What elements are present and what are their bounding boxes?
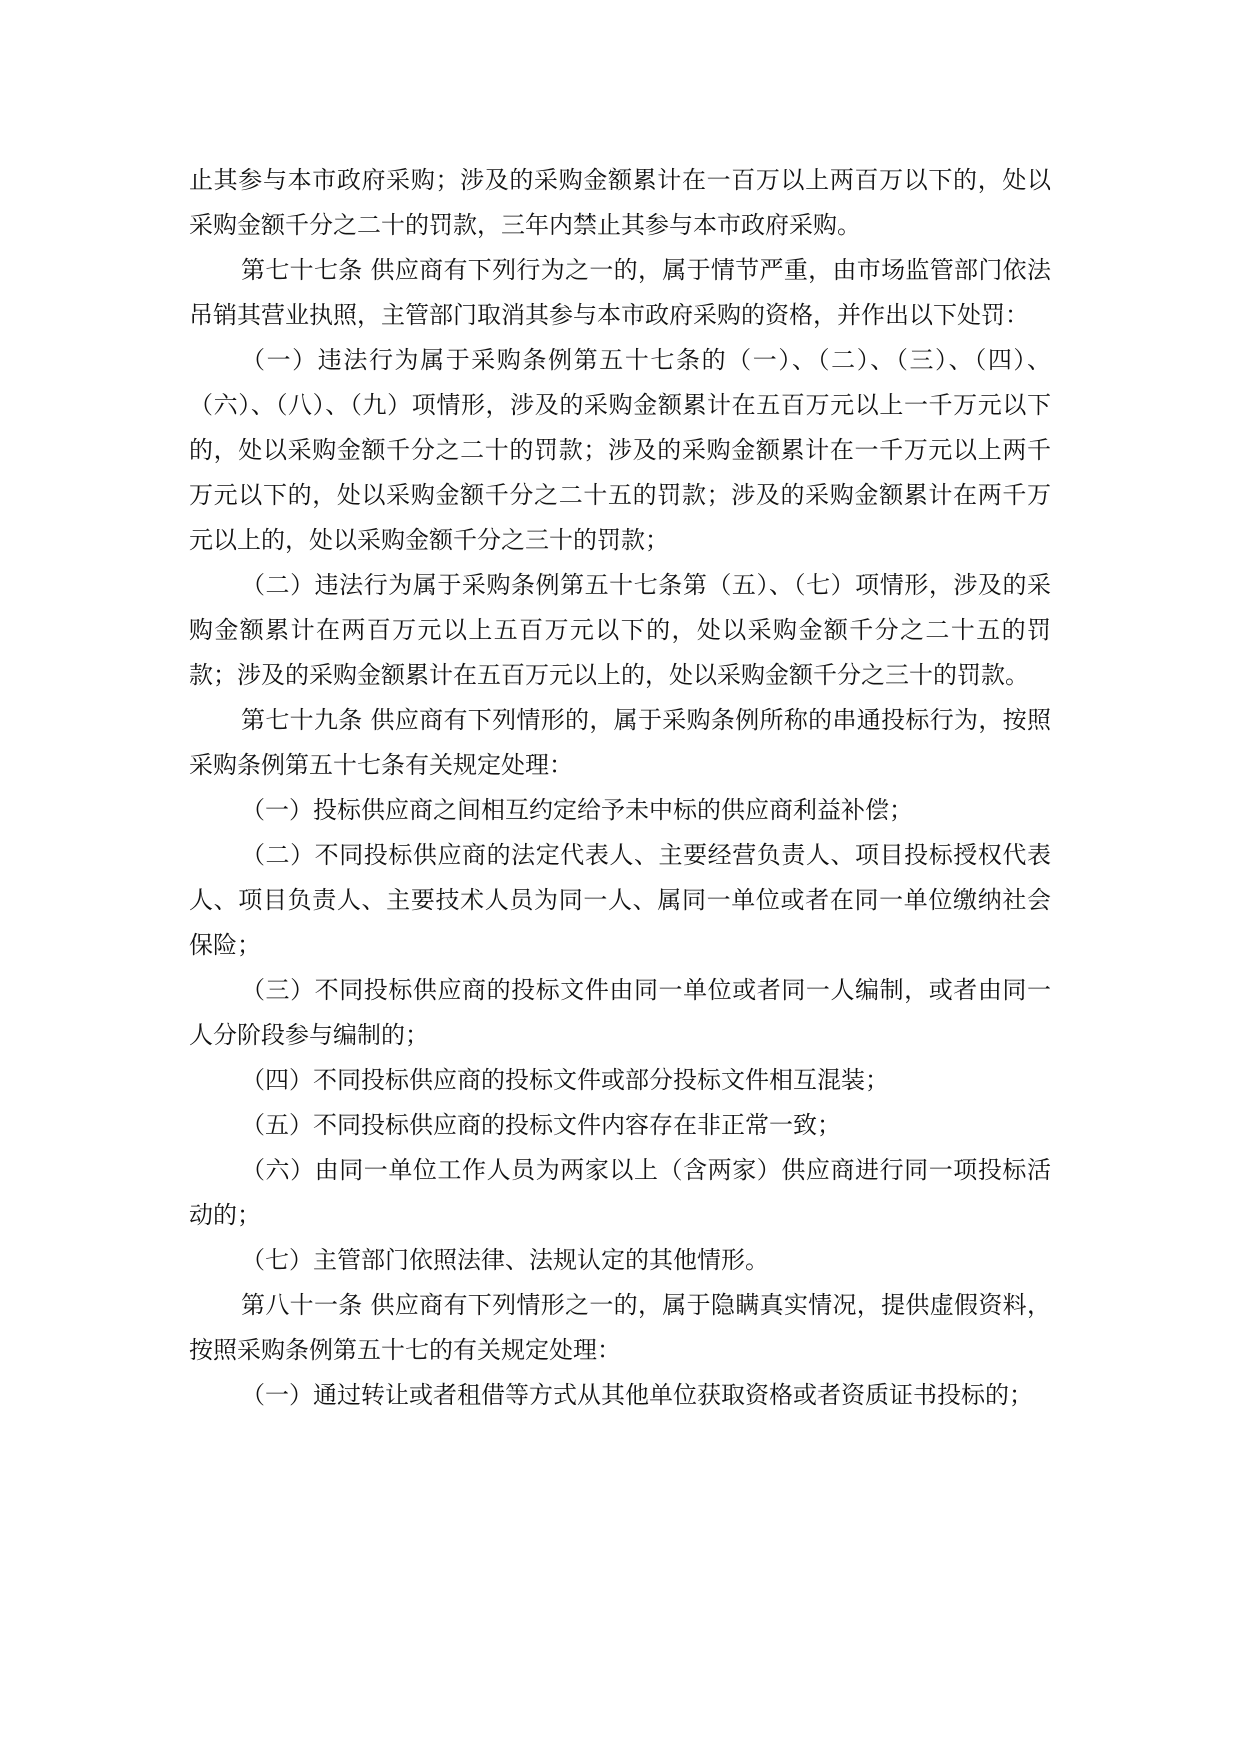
article-79-item-3: （三）不同投标供应商的投标文件由同一单位或者同一人编制，或者由同一人分阶段参与编制的； bbox=[189, 976, 1051, 1049]
article-79-item-2: （二）不同投标供应商的法定代表人、主要经营负责人、项目投标授权代表人、项目负责人、主要技术人员为同一人、属同一单位或者在同一单位缴纳社会保险； bbox=[189, 841, 1051, 959]
paragraph-continuation: 止其参与本市政府采购；涉及的采购金额累计在一百万以上两百万以下的，处以采购金额千分之二十的罚款，三年内禁止其参与本市政府采购。 bbox=[189, 166, 1051, 239]
article-77-item-1: （一）违法行为属于采购条例第五十七条的（一）、（二）、（三）、（四）、（六）、（八）、（九）项情形，涉及的采购金额累计在五百万元以上一千万元以下的，处以采购金额千分之二十的罚款；涉及的采购金额累计在一千万元以上两千万元以下的，处以采购金额千分之二十五的罚款；涉及的采购金额累计在两千万元以上的，处以采购金额千分之三十的罚款； bbox=[189, 346, 1051, 554]
article-81: 第八十一条 供应商有下列情形之一的，属于隐瞒真实情况，提供虚假资料，按照采购条例第五十七的有关规定处理： bbox=[189, 1291, 1051, 1364]
article-79-item-1: （一）投标供应商之间相互约定给予未中标的供应商利益补偿； bbox=[241, 796, 913, 824]
article-79-item-4: （四）不同投标供应商的投标文件或部分投标文件相互混装； bbox=[241, 1066, 889, 1094]
document-page bbox=[189, 158, 1051, 1418]
article-77-item-2: （二）违法行为属于采购条例第五十七条第（五）、（七）项情形，涉及的采购金额累计在两百万元以上五百万元以下的，处以采购金额千分之二十五的罚款；涉及的采购金额累计在五百万元以上的，处以采购金额千分之三十的罚款。 bbox=[189, 571, 1051, 689]
article-81-item-1: （一）通过转让或者租借等方式从其他单位获取资格或者资质证书投标的； bbox=[241, 1381, 1033, 1409]
article-79-item-7: （七）主管部门依照法律、法规认定的其他情形。 bbox=[241, 1246, 769, 1274]
article-77: 第七十七条 供应商有下列行为之一的，属于情节严重，由市场监管部门依法吊销其营业执照，主管部门取消其参与本市政府采购的资格，并作出以下处罚： bbox=[189, 256, 1051, 329]
article-79-item-5: （五）不同投标供应商的投标文件内容存在非正常一致； bbox=[241, 1111, 841, 1139]
article-79: 第七十九条 供应商有下列情形的，属于采购条例所称的串通投标行为，按照采购条例第五十七条有关规定处理： bbox=[189, 706, 1051, 779]
article-79-item-6: （六）由同一单位工作人员为两家以上（含两家）供应商进行同一项投标活动的； bbox=[189, 1156, 1051, 1229]
